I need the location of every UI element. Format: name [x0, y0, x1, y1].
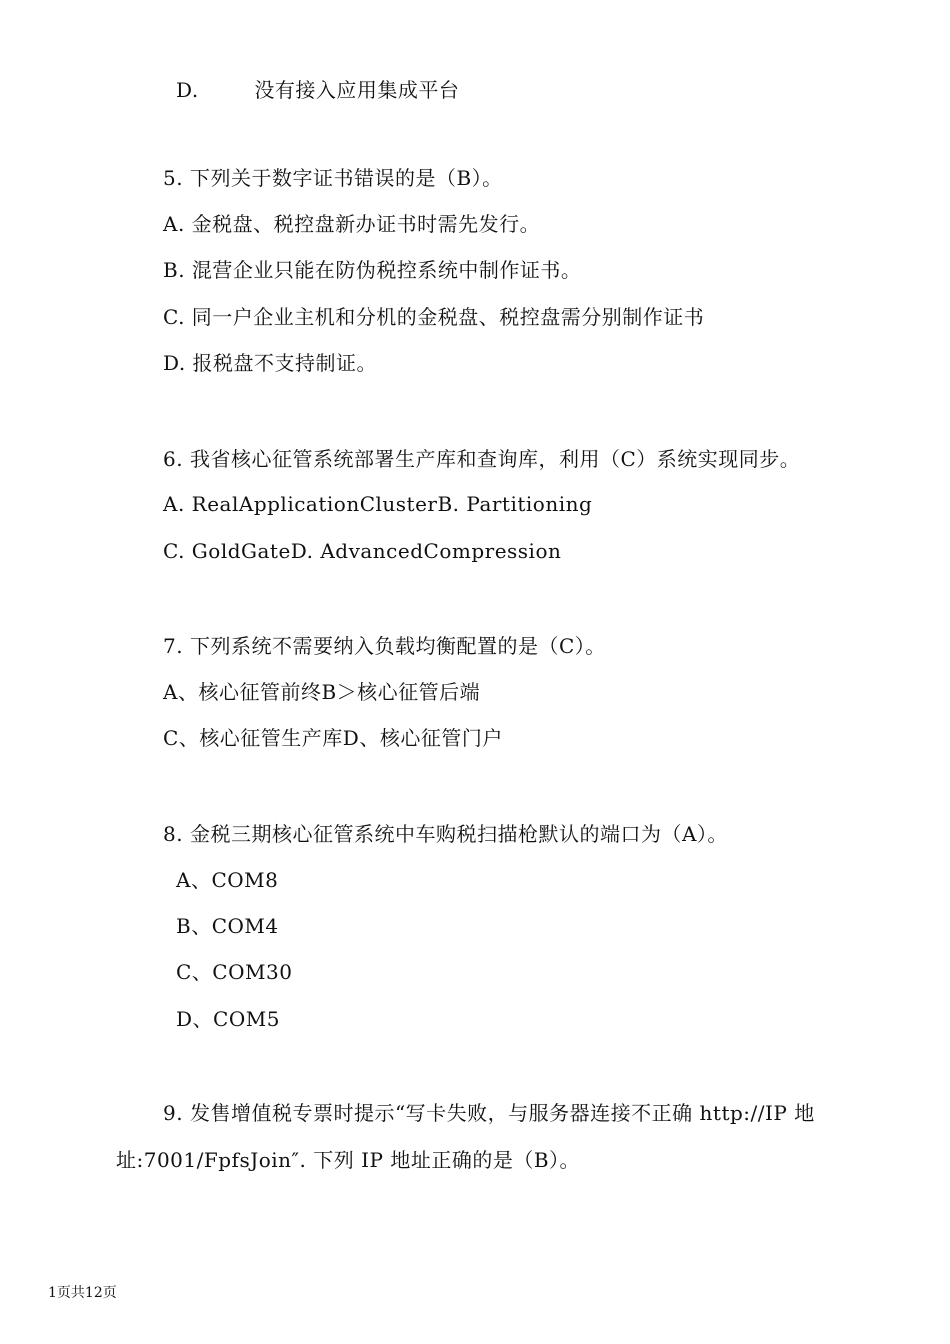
q4-option-d-letter: D. — [176, 78, 199, 102]
q6-question: 6. 我省核心征管系统部署生产库和查询库，利用（C）系统实现同步。 — [163, 447, 801, 471]
q9-line-1: 9. 发售增值税专票时提示“写卡失败，与服务器连接不正确 http://IP 地 — [163, 1101, 815, 1125]
q8-option-a: A、COM8 — [176, 868, 279, 892]
q5-question: 5. 下列关于数字证书错误的是（B）。 — [163, 166, 503, 190]
q5-option-d: D. 报税盘不支持制证。 — [163, 351, 378, 375]
q7-option-cd: C、核心征管生产库D、核心征管门户 — [163, 726, 503, 750]
q5-option-c: C. 同一户企业主机和分机的金税盘、税控盘需分别制作证书 — [163, 305, 705, 329]
q6-option-ab: A. RealApplicationClusterB. Partitioning — [163, 492, 593, 516]
q4-option-d-text: 没有接入应用集成平台 — [254, 78, 460, 102]
q7-option-ab: A、核心征管前终B＞核心征管后端 — [163, 680, 481, 704]
q6-option-cd: C. GoldGateD. AdvancedCompression — [163, 539, 562, 563]
page-footer: 1页共12页 — [48, 1285, 117, 1301]
q9-line-2: 址:7001/FpfsJoin″. 下列 IP 地址正确的是（B）。 — [116, 1148, 581, 1172]
q5-option-b: B. 混营企业只能在防伪税控系统中制作证书。 — [163, 258, 582, 282]
q4-option-d — [176, 76, 459, 104]
q8-question: 8. 金税三期核心征管系统中车购税扫描枪默认的端口为（A）。 — [163, 822, 728, 846]
q7-question: 7. 下列系统不需要纳入负载均衡配置的是（C）。 — [163, 634, 606, 658]
q5-option-a: A. 金税盘、税控盘新办证书时需先发行。 — [163, 212, 541, 236]
q8-option-c: C、COM30 — [176, 960, 293, 984]
q8-option-d: D、COM5 — [176, 1007, 280, 1031]
q8-option-b: B、COM4 — [176, 914, 279, 938]
